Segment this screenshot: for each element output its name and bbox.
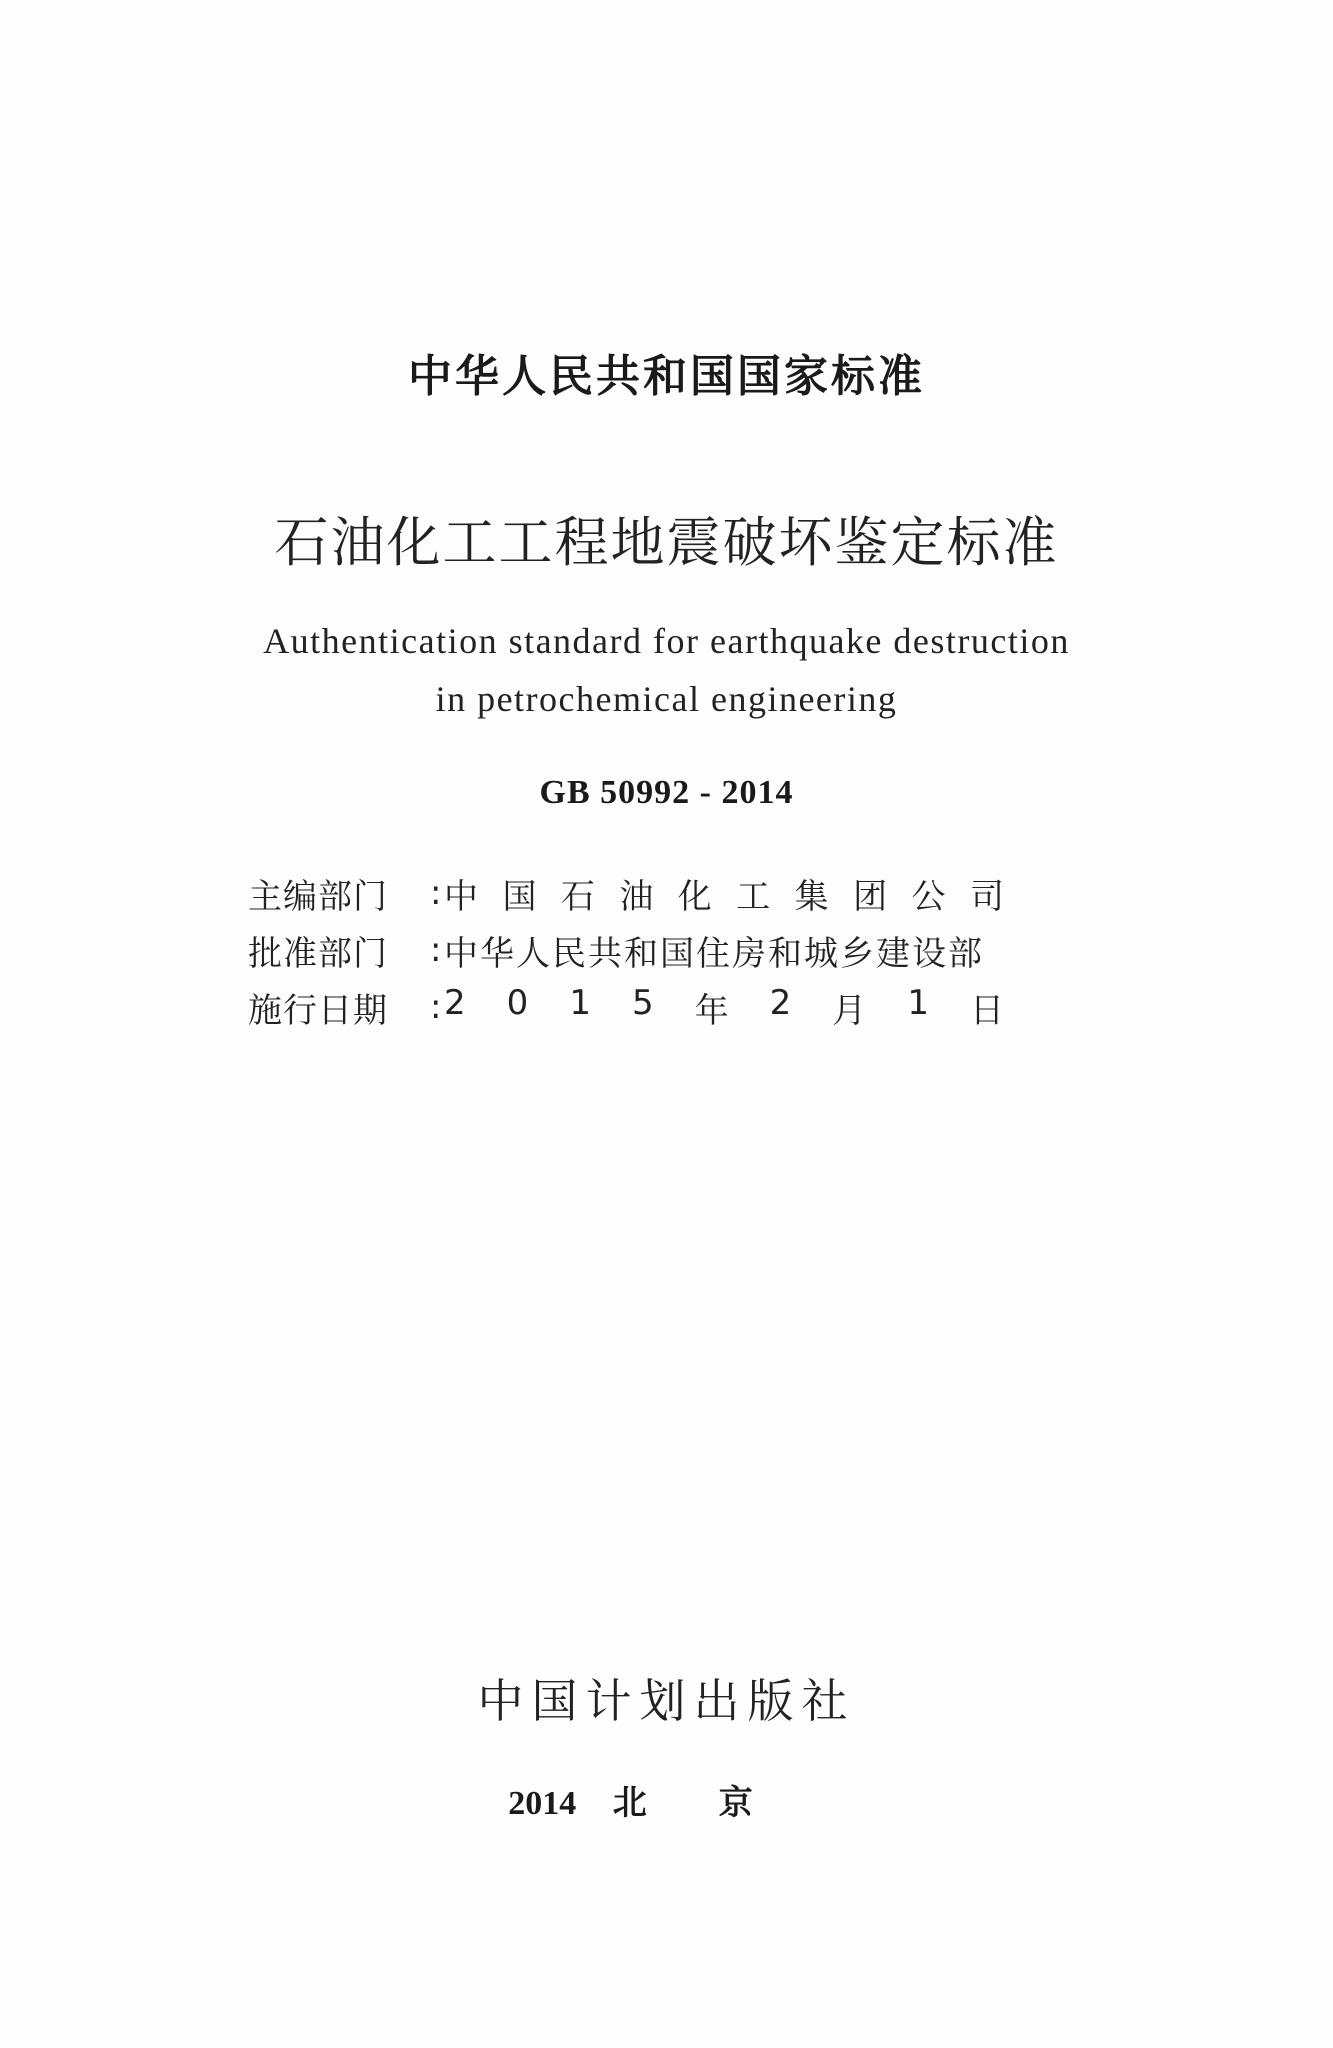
value-char: 日 bbox=[969, 990, 1004, 1031]
english-title-line-2: in petrochemical engineering bbox=[435, 679, 898, 719]
publication-city: 北京 bbox=[612, 1783, 825, 1823]
value-char: 国 bbox=[502, 876, 537, 917]
value-char: 5 bbox=[631, 982, 654, 1023]
editor-value bbox=[444, 869, 1004, 918]
value-char: 集 bbox=[794, 876, 829, 917]
value-char: 油 bbox=[619, 876, 654, 917]
value-char: 司 bbox=[969, 876, 1004, 917]
effective-date-row bbox=[248, 984, 1004, 1030]
value-char: 化 bbox=[677, 876, 712, 917]
value-char: 团 bbox=[853, 876, 888, 917]
publisher-name: 中国计划出版社 bbox=[477, 1674, 856, 1728]
value-char: 年 bbox=[694, 990, 729, 1031]
approver-label: 批准部门 bbox=[248, 933, 388, 974]
value-char: 公 bbox=[911, 876, 946, 917]
value-char: 月 bbox=[832, 990, 867, 1031]
standard-code: GB 50992 - 2014 bbox=[539, 774, 794, 811]
approver-value: 中华人民共和国住房和城乡建设部 bbox=[444, 933, 984, 974]
value-char: 1 bbox=[569, 982, 591, 1023]
editor-label: 主编部门 bbox=[248, 876, 388, 917]
value-char: 石 bbox=[560, 876, 595, 917]
colon-separator: : bbox=[430, 873, 442, 913]
effective-date-label: 施行日期 bbox=[248, 990, 388, 1031]
value-char: 2 bbox=[769, 982, 792, 1023]
value-char: 0 bbox=[506, 982, 529, 1023]
english-title-line-1: Authentication standard for earthquake destruction bbox=[263, 621, 1070, 661]
series-title: 中华人民共和国国家标准 bbox=[408, 351, 925, 402]
editor-row bbox=[248, 870, 1004, 916]
value-char: 1 bbox=[907, 982, 929, 1023]
publication-place bbox=[0, 1775, 1333, 1824]
value-char: 工 bbox=[736, 876, 771, 917]
colon-separator: : bbox=[430, 930, 442, 970]
standard-title-english bbox=[0, 612, 1333, 728]
publication-year: 2014 bbox=[508, 1785, 577, 1822]
value-char: 2 bbox=[444, 982, 466, 1023]
colon-separator: : bbox=[430, 987, 442, 1027]
effective-date-value bbox=[444, 983, 1004, 1032]
approver-row bbox=[248, 927, 984, 973]
standard-title-chinese: 石油化工工程地震破坏鉴定标准 bbox=[274, 511, 1059, 574]
value-char: 中 bbox=[444, 876, 478, 917]
